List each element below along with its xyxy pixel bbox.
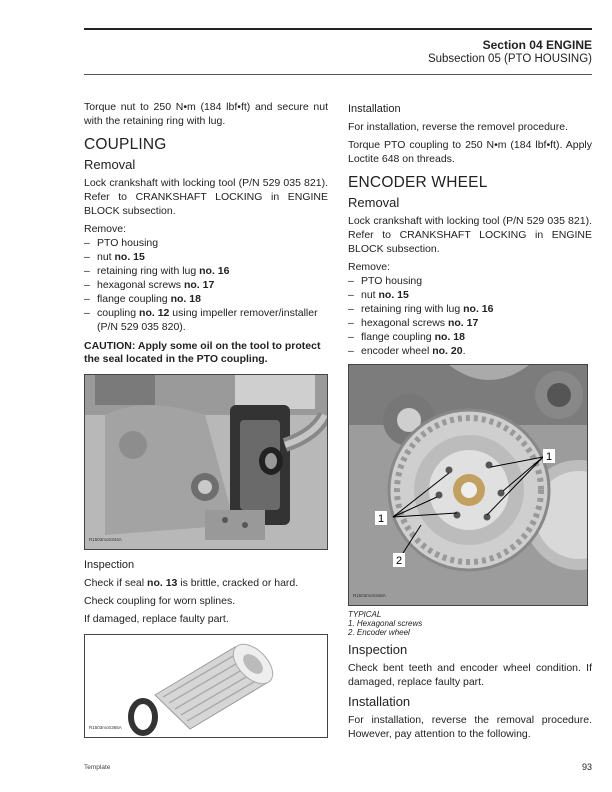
coupling-installation-heading: Installation (348, 103, 401, 115)
encoder-inspection-text: Check bent teeth and encoder wheel condition. If damaged, replace faulty part. (348, 662, 592, 688)
left-column (84, 100, 328, 738)
list-item: – hexagonal screws no. 17 (84, 279, 215, 291)
coupling-inspection-text: Check if seal no. 13 is brittle, cracked or hard. (84, 577, 299, 589)
coupling-inspection-text-3: If damaged, replace faulty part. (84, 613, 229, 625)
page-number: 93 (581, 762, 592, 772)
figure-caption (348, 610, 592, 637)
list-item: – retaining ring with lug no. 16 (84, 265, 230, 277)
list-item: – PTO housing (84, 237, 159, 249)
intro-text: Torque nut to 250 N•m (184 lbf•ft) and secure nut with the retaining ring with lug. (84, 101, 328, 127)
caption-item: 2. Encoder wheel (348, 628, 410, 637)
list-item: – encoder wheel no. 20. (348, 345, 466, 357)
figure-code: R1503motr365A (89, 725, 122, 730)
list-item: – hexagonal screws no. 17 (348, 317, 479, 329)
caption-item: 1. Hexagonal screws (348, 619, 423, 628)
subsection-title: Subsection 05 (PTO HOUSING) (427, 53, 592, 65)
coupling-installation-text: For installation, reverse the removel procedure. (348, 121, 569, 133)
list-item: – flange coupling no. 18 (348, 331, 465, 343)
coupling-inspection-text-2: Check coupling for worn splines. (84, 595, 236, 607)
header-rule-bottom (84, 74, 592, 75)
encoder-remove-label: Remove: (348, 261, 391, 273)
coupling-remove-label: Remove: (84, 223, 127, 235)
callout-2: 2 (395, 555, 403, 567)
encoder-wheel-heading: ENCODER WHEEL (348, 174, 488, 191)
encoder-removal-text: Lock crankshaft with locking tool (P/N 529 035 821). Refer to CRANKSHAFT LOCKING in ENGINE BLOCK subsection. (348, 215, 592, 255)
coupling-installation-torque: Torque PTO coupling to 250 N•m (184 lbf•ft). Apply Loctite 648 on threads. (348, 139, 592, 165)
encoder-installation-heading: Installation (348, 694, 411, 709)
figure-pto-housing (84, 374, 328, 550)
coupling-inspection-heading: Inspection (84, 559, 135, 571)
engine-photo (85, 375, 327, 549)
figure-code: R1503motr344A (89, 537, 122, 542)
list-item: – flange coupling no. 18 (84, 293, 201, 305)
right-column (348, 100, 592, 745)
encoder-installation-text: For installation, reverse the removal procedure. However, pay attention to the following. (348, 714, 592, 740)
figure-code: R1503motr348A (353, 593, 386, 598)
list-item: – nut no. 15 (84, 251, 145, 263)
caption-title: TYPICAL (348, 610, 382, 619)
list-item: – PTO housing (348, 275, 423, 287)
figure-coupling (84, 634, 328, 738)
encoder-photo (349, 365, 587, 605)
caution-note: CAUTION: Apply some oil on the tool to protect the seal located in the PTO coupling. (84, 340, 321, 365)
coupling-removal-text: Lock crankshaft with locking tool (P/N 529 035 821). Refer to CRANKSHAFT LOCKING in ENGINE BLOCK subsection. (84, 177, 328, 217)
coupling-remove-list (84, 236, 328, 334)
list-item: – retaining ring with lug no. 16 (348, 303, 494, 315)
header-rule-top (84, 28, 592, 30)
section-title: Section 04 ENGINE (482, 38, 592, 52)
list-item: – coupling no. 12 using impeller remover/installer (P/N 529 035 820). (84, 307, 318, 333)
encoder-removal-heading: Removal (348, 195, 400, 210)
callout-1-right: 1 (545, 451, 553, 463)
encoder-remove-list (348, 274, 592, 358)
coupling-heading: COUPLING (84, 136, 167, 153)
list-item: – nut no. 15 (348, 289, 409, 301)
footer-template: Template (84, 764, 111, 771)
figure-encoder-wheel (348, 364, 588, 606)
encoder-inspection-heading: Inspection (348, 642, 408, 657)
coupling-removal-heading: Removal (84, 157, 136, 172)
callout-1-left: 1 (377, 513, 385, 525)
